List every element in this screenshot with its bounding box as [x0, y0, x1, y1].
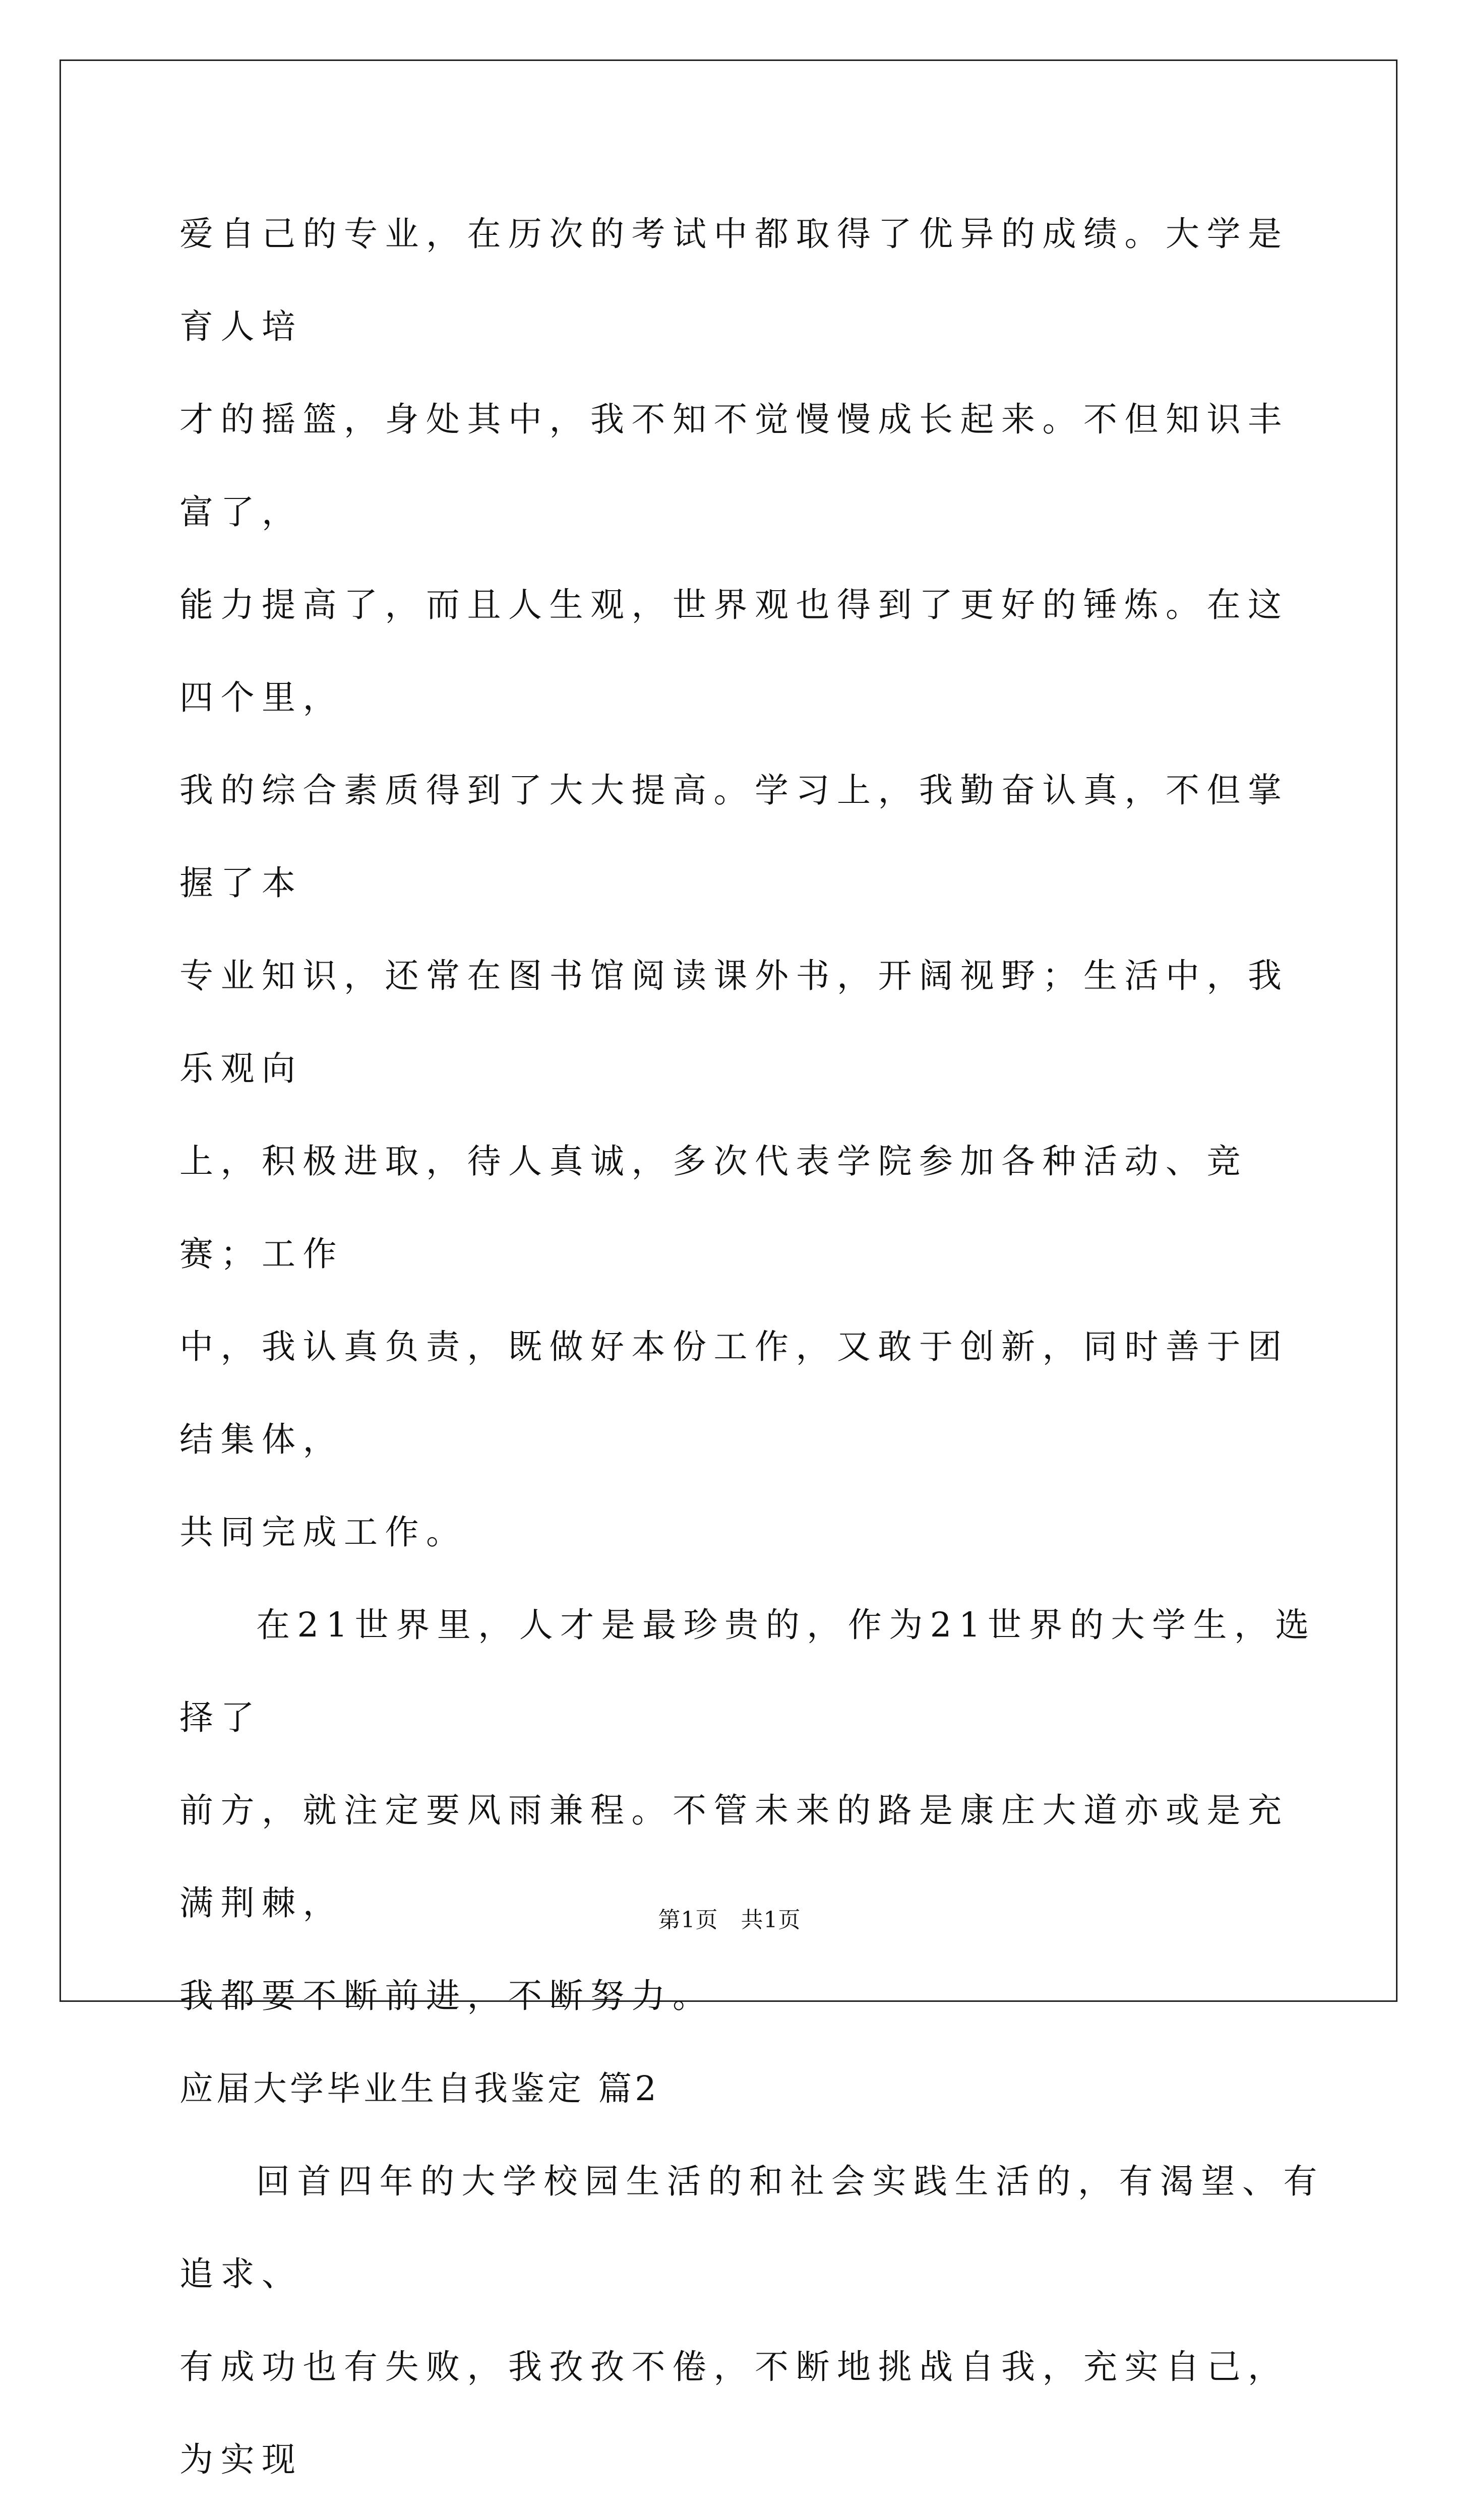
text-line: 回首四年的大学校园生活的和社会实践生活的，有渴望、有追求、 — [179, 2162, 1324, 2294]
section-heading — [179, 2042, 1329, 2135]
text-line: 才的摇篮，身处其中，我不知不觉慢慢成长起来。不但知识丰富了， — [179, 400, 1289, 532]
text-line: 中，我认真负责，既做好本份工作，又敢于创新，同时善于团结集体， — [179, 1327, 1289, 1459]
text-line: 专业知识，还常在图书馆阅读课外书，开阔视野；生活中，我乐观向 — [179, 956, 1289, 1088]
paragraph-2 — [179, 1579, 1329, 2042]
text-line: 在21世界里，人才是最珍贵的，作为21世界的大学生，选择了 — [179, 1605, 1317, 1737]
page-number: 第1页 共1页 — [658, 1907, 801, 1933]
paragraph-3 — [179, 2135, 1329, 2520]
text-line: 上，积极进取，待人真诚，多次代表学院参加各种活动、竞赛；工作 — [179, 1142, 1248, 1274]
page-footer — [0, 1906, 1459, 1934]
section-heading-text: 应届大学毕业生自我鉴定 篇2 — [179, 2069, 659, 2108]
paragraph-1 — [179, 187, 1329, 1579]
text-line: 能力提高了，而且人生观，世界观也得到了更好的锤炼。在这四个里， — [179, 585, 1289, 717]
text-line: 有成功也有失败，我孜孜不倦，不断地挑战自我，充实自己，为实现 — [179, 2347, 1289, 2479]
text-line: 共同完成工作。 — [179, 1513, 467, 1552]
text-line: 我的综合素质得到了大大提高。学习上，我勤奋认真，不但掌握了本 — [179, 771, 1289, 903]
text-line: 我都要不断前进，不断努力。 — [179, 1976, 714, 2015]
text-line: 爱自己的专业，在历次的考试中都取得了优异的成绩。大学是育人培 — [179, 214, 1289, 346]
text-line: 前方，就注定要风雨兼程。不管未来的路是康庄大道亦或是充满荆棘， — [179, 1791, 1289, 1923]
document-body — [179, 187, 1329, 2520]
